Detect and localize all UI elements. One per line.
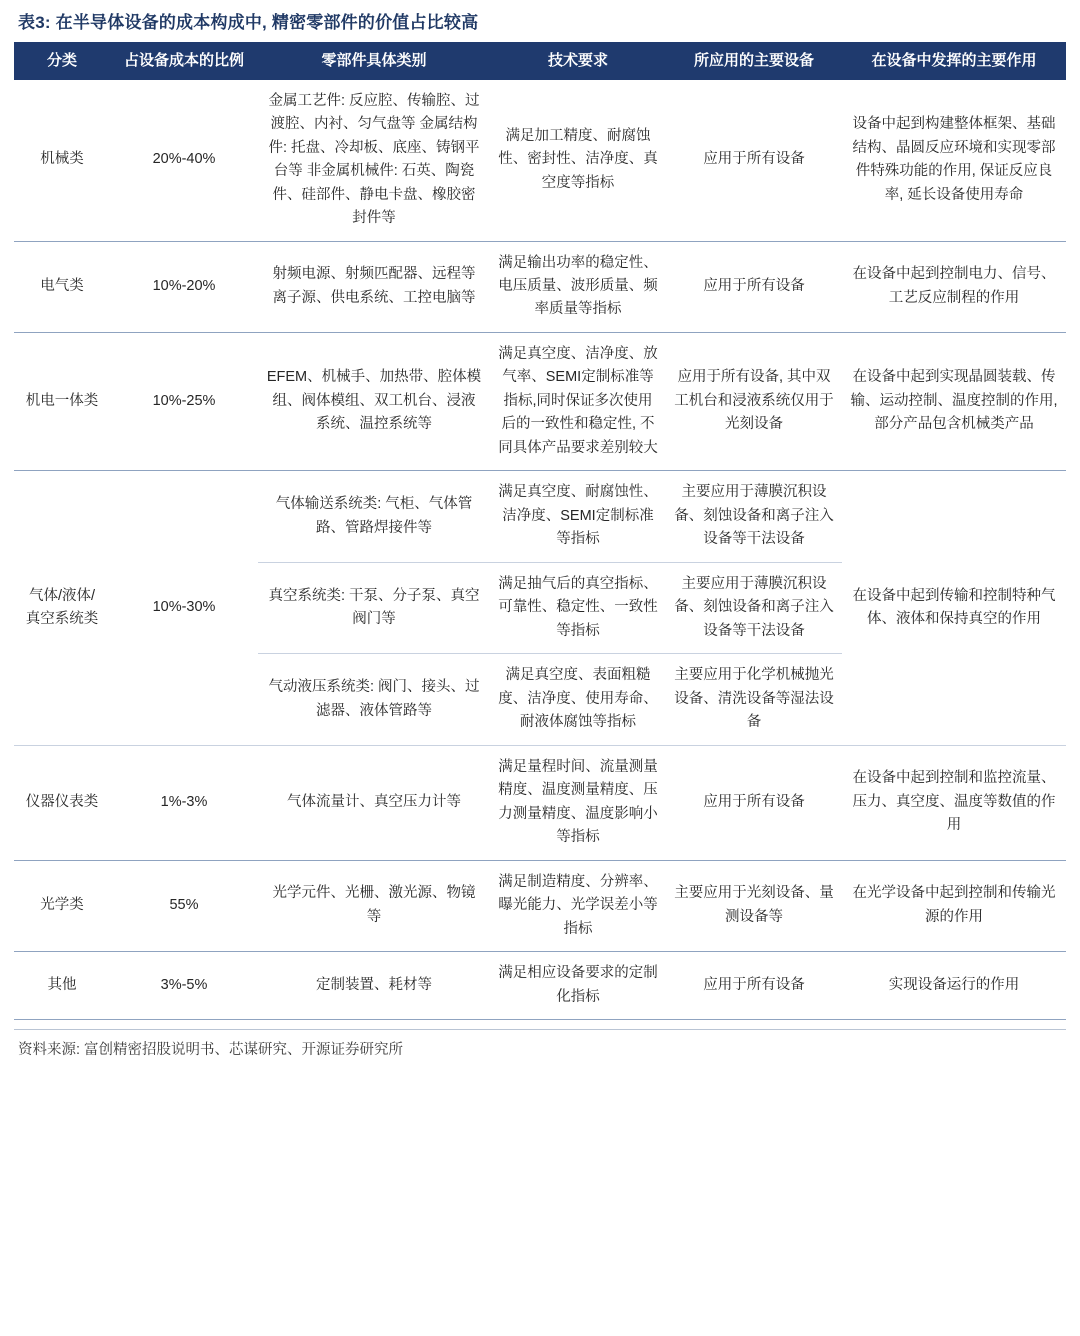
cell-tech: 满足量程时间、流量测量精度、温度测量精度、压力测量精度、温度影响小等指标 bbox=[490, 745, 666, 860]
cell-role: 在设备中起到实现晶圆装载、传输、运动控制、温度控制的作用, 部分产品包含机械类产品 bbox=[842, 332, 1066, 470]
cell-ratio: 10%-20% bbox=[110, 241, 258, 332]
cell-ratio: 1%-3% bbox=[110, 745, 258, 860]
cell-parts: 射频电源、射频匹配器、远程等离子源、供电系统、工控电脑等 bbox=[258, 241, 490, 332]
cell-role: 实现设备运行的作用 bbox=[842, 952, 1066, 1020]
cell-parts: 金属工艺件: 反应腔、传输腔、过渡腔、内衬、匀气盘等 金属结构件: 托盘、冷却板、底座、铸钢平台等 非金属机械件: 石英、陶瓷件、硅部件、静电卡盘、橡胶密封件等 bbox=[258, 80, 490, 241]
column-header-role: 在设备中发挥的主要作用 bbox=[842, 42, 1066, 80]
cell-equipment: 应用于所有设备 bbox=[666, 241, 842, 332]
cell-category: 电气类 bbox=[14, 241, 110, 332]
column-header-tech: 技术要求 bbox=[490, 42, 666, 80]
cell-equipment: 主要应用于薄膜沉积设备、刻蚀设备和离子注入设备等干法设备 bbox=[666, 471, 842, 562]
cell-parts: 真空系统类: 干泵、分子泵、真空阀门等 bbox=[258, 562, 490, 653]
table-row bbox=[14, 241, 1066, 332]
cell-ratio: 3%-5% bbox=[110, 952, 258, 1020]
cell-category: 机电一体类 bbox=[14, 332, 110, 470]
table-row bbox=[14, 860, 1066, 951]
cell-equipment: 主要应用于光刻设备、量测设备等 bbox=[666, 860, 842, 951]
cell-tech: 满足输出功率的稳定性、电压质量、波形质量、频率质量等指标 bbox=[490, 241, 666, 332]
cell-tech: 满足相应设备要求的定制化指标 bbox=[490, 952, 666, 1020]
cell-equipment: 应用于所有设备 bbox=[666, 745, 842, 860]
cell-role: 在设备中起到控制和监控流量、压力、真空度、温度等数值的作用 bbox=[842, 745, 1066, 860]
cell-parts: 光学元件、光栅、激光源、物镜等 bbox=[258, 860, 490, 951]
cost-structure-table bbox=[14, 42, 1066, 1020]
table-row bbox=[14, 332, 1066, 470]
cell-equipment: 应用于所有设备 bbox=[666, 80, 842, 241]
cell-category: 机械类 bbox=[14, 80, 110, 241]
cell-parts: 定制装置、耗材等 bbox=[258, 952, 490, 1020]
cell-equipment: 应用于所有设备 bbox=[666, 952, 842, 1020]
table-header-row bbox=[14, 42, 1066, 80]
table-title: 表3: 在半导体设备的成本构成中, 精密零部件的价值占比较高 bbox=[18, 13, 479, 32]
cell-tech: 满足真空度、表面粗糙度、洁净度、使用寿命、耐液体腐蚀等指标 bbox=[490, 654, 666, 745]
source-note: 资料来源: 富创精密招股说明书、芯谋研究、开源证券研究所 bbox=[14, 1029, 1066, 1059]
cell-ratio: 10%-30% bbox=[110, 471, 258, 745]
table-row bbox=[14, 745, 1066, 860]
cell-category: 光学类 bbox=[14, 860, 110, 951]
cell-ratio: 10%-25% bbox=[110, 332, 258, 470]
column-header-category: 分类 bbox=[14, 42, 110, 80]
cell-equipment: 主要应用于化学机械抛光设备、清洗设备等湿法设备 bbox=[666, 654, 842, 745]
cell-ratio: 55% bbox=[110, 860, 258, 951]
cell-tech: 满足抽气后的真空指标、可靠性、稳定性、一致性等指标 bbox=[490, 562, 666, 653]
table-row bbox=[14, 471, 1066, 562]
cell-role: 在设备中起到传输和控制特种气体、液体和保持真空的作用 bbox=[842, 471, 1066, 745]
cell-category: 其他 bbox=[14, 952, 110, 1020]
cell-tech: 满足制造精度、分辨率、曝光能力、光学误差小等指标 bbox=[490, 860, 666, 951]
cell-parts: EFEM、机械手、加热带、腔体模组、阀体模组、双工机台、浸液系统、温控系统等 bbox=[258, 332, 490, 470]
cell-role: 设备中起到构建整体框架、基础结构、晶圆反应环境和实现零部件特殊功能的作用, 保证反应良率, 延长设备使用寿命 bbox=[842, 80, 1066, 241]
cell-category: 气体/液体/真空系统类 bbox=[14, 471, 110, 745]
cell-parts: 气体输送系统类: 气柜、气体管路、管路焊接件等 bbox=[258, 471, 490, 562]
cell-category: 仪器仪表类 bbox=[14, 745, 110, 860]
cell-role: 在设备中起到控制电力、信号、工艺反应制程的作用 bbox=[842, 241, 1066, 332]
cell-equipment: 主要应用于薄膜沉积设备、刻蚀设备和离子注入设备等干法设备 bbox=[666, 562, 842, 653]
cell-parts: 气动液压系统类: 阀门、接头、过滤器、液体管路等 bbox=[258, 654, 490, 745]
column-header-equipment: 所应用的主要设备 bbox=[666, 42, 842, 80]
cell-tech: 满足真空度、洁净度、放气率、SEMI定制标准等指标,同时保证多次使用后的一致性和稳定性, 不同具体产品要求差别较大 bbox=[490, 332, 666, 470]
cell-equipment: 应用于所有设备, 其中双工机台和浸液系统仅用于光刻设备 bbox=[666, 332, 842, 470]
cell-tech: 满足真空度、耐腐蚀性、洁净度、SEMI定制标准等指标 bbox=[490, 471, 666, 562]
cell-ratio: 20%-40% bbox=[110, 80, 258, 241]
column-header-ratio: 占设备成本的比例 bbox=[110, 42, 258, 80]
column-header-parts: 零部件具体类别 bbox=[258, 42, 490, 80]
cell-parts: 气体流量计、真空压力计等 bbox=[258, 745, 490, 860]
cell-tech: 满足加工精度、耐腐蚀性、密封性、洁净度、真空度等指标 bbox=[490, 80, 666, 241]
cell-role: 在光学设备中起到控制和传输光源的作用 bbox=[842, 860, 1066, 951]
table-row bbox=[14, 80, 1066, 241]
table-row bbox=[14, 952, 1066, 1020]
